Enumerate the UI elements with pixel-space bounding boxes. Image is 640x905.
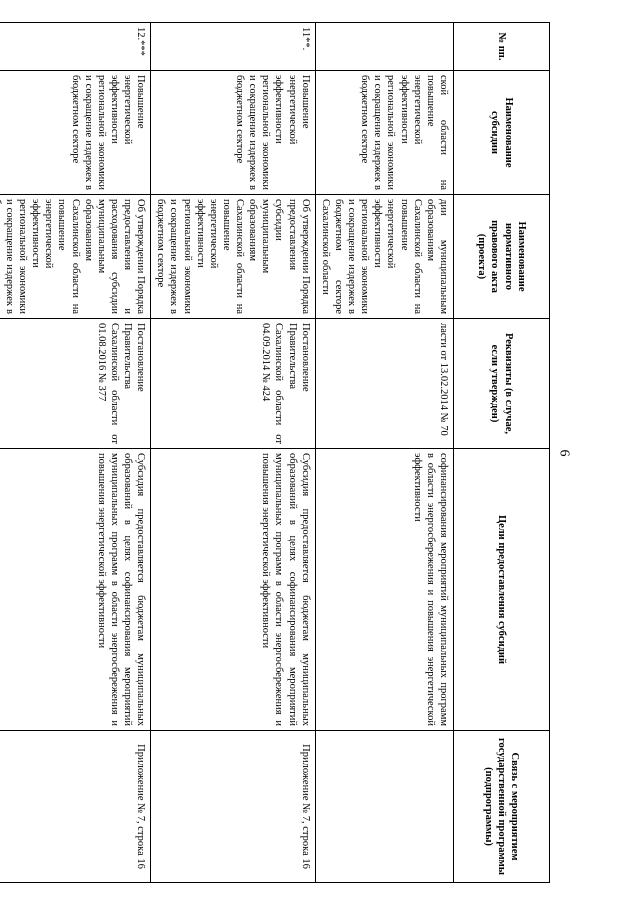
header-act: Наименование нормативного правового акта (проекта) — [454, 195, 550, 319]
cell-link — [315, 731, 453, 883]
header-link: Связь с мероприятием государственной программы (подпрограммы) — [454, 731, 550, 883]
cell-link: Приложение № 7, строка 16 — [0, 731, 151, 883]
cell-details: Постановление Правительства Сахалинской области от 01.08.2016 № 377 — [0, 319, 151, 449]
header-details: Реквизиты (в случае, если утвержден) — [454, 319, 550, 449]
header-num: № пп. — [454, 23, 550, 71]
cell-num: 11**. — [151, 23, 316, 71]
cell-act: дии муниципальным образованиям Сахалинской области на повышение энергетической эффективности региональной экономики и сокращение издержек в бюджетном секторе Сахалинской области — [315, 195, 453, 319]
cell-num: 12.*** — [0, 23, 151, 71]
cell-goals: Субсидия предоставляется бюджетам муниципальных образований в целях софинансирования мероприятий муниципальных программ в области энергосбережения и повышения энергетической эффективности — [0, 449, 151, 731]
cell-name: Повышение энергетической эффективности региональной экономики и сокращение издержек в бюджетном секторе — [151, 71, 316, 195]
table-row — [151, 23, 316, 883]
table-header-row — [454, 23, 550, 883]
cell-goals: софинансирования мероприятий муниципальных программ в области энергосбережения и повышения энергетической эффективности — [315, 449, 453, 731]
table-row — [315, 23, 453, 883]
header-name: Наименование субсидии — [454, 71, 550, 195]
cell-details: Постановление Правительства Сахалинской области от 04.09.2014 № 424 — [151, 319, 316, 449]
subsidy-table — [0, 22, 550, 883]
cell-name: ской области на повышение энергетической эффективности региональной экономики и сокращение издержек в бюджетном секторе — [315, 71, 453, 195]
cell-name: Повышение энергетической эффективности региональной экономики и сокращение издержек в бюджетном секторе — [0, 71, 151, 195]
cell-num — [315, 23, 453, 71]
cell-goals: Субсидия предоставляется бюджетам муниципальных образований в целях софинансирования мероприятий муниципальных программ в области энергосбережения и повышения энергетической эффективности — [151, 449, 316, 731]
cell-act: Об утверждении Порядка предоставления субсидии муниципальным образованиям Сахалинской области на повышение энергетической эффективности региональной экономики и сокращение издержек в бюджетном секторе — [151, 195, 316, 319]
header-goals: Цели предоставления субсидий — [454, 449, 550, 731]
table-row — [0, 23, 151, 883]
cell-details: ласти от 13.02.2014 № 70 — [315, 319, 453, 449]
page-number: 6 — [556, 449, 572, 457]
cell-act: Об утверждении Порядка предоставления и расходования субсидии муниципальным образованиям Сахалинской области на повышение энергетической эффективности региональной экономики и сокращение издержек в — [0, 195, 151, 319]
cell-link: Приложение № 7, строка 16 — [151, 731, 316, 883]
